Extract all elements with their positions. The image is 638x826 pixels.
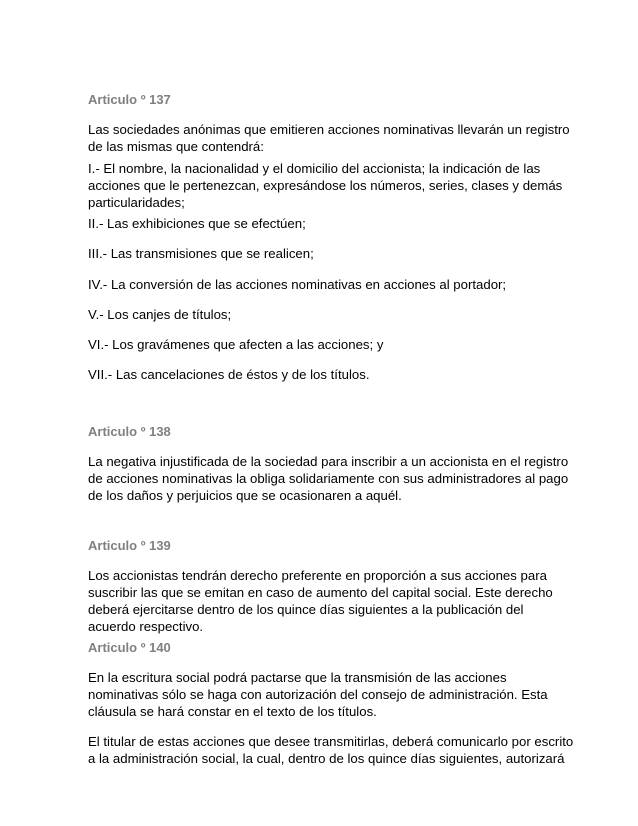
text-line: Las sociedades anónimas que emitieren acciones nominativas llevarán un registro (88, 122, 570, 137)
text-line: VII.- Las cancelaciones de éstos y de los títulos. (88, 367, 370, 382)
text-line: VI.- Los gravámenes que afecten a las acciones; y (88, 337, 384, 352)
article-137-paragraph-5 (88, 276, 558, 293)
text-line: nominativas sólo se haga con autorización del consejo de administración. Esta (88, 687, 548, 702)
article-138-heading: Articulo º 138 (88, 424, 171, 439)
text-line: de acciones nominativas la obliga solidariamente con sus administradores al pago (88, 471, 569, 486)
text-line: V.- Los canjes de títulos; (88, 307, 232, 322)
article-137-paragraph-7 (88, 336, 558, 353)
text-line: I.- El nombre, la nacionalidad y el domicilio del accionista; la indicación de las (88, 161, 541, 176)
text-line: IV.- La conversión de las acciones nominativas en acciones al portador; (88, 277, 507, 292)
article-137-paragraph-4 (88, 245, 558, 262)
text-line: de los daños y perjuicios que se ocasionaren a aquél. (88, 488, 402, 503)
article-137-paragraph-6 (88, 306, 558, 323)
text-line: deberá ejercitarse dentro de los quince días siguientes a la publicación del (88, 602, 524, 617)
article-140-paragraph-1 (88, 669, 558, 720)
text-line: La negativa injustificada de la sociedad para inscribir a un accionista en el registro (88, 454, 569, 469)
text-line: En la escritura social podrá pactarse que la transmisión de las acciones (88, 670, 507, 685)
article-139-heading: Articulo º 139 (88, 538, 171, 553)
article-139-paragraph-1 (88, 567, 558, 635)
text-line: II.- Las exhibiciones que se efectúen; (88, 216, 306, 231)
article-137-heading: Articulo º 137 (88, 92, 171, 107)
article-137-paragraph-1 (88, 121, 570, 155)
article-137-paragraph-3 (88, 215, 558, 232)
text-line: acciones que le pertenezcan, expresándose los números, series, clases y demás (88, 178, 563, 193)
text-line: El titular de estas acciones que desee transmitirlas, deberá comunicarlo por escrito (88, 734, 574, 749)
text-line: de las mismas que contendrá: (88, 139, 264, 154)
text-line: III.- Las transmisiones que se realicen; (88, 246, 314, 261)
text-line: particularidades; (88, 195, 185, 210)
article-137-paragraph-8 (88, 366, 558, 383)
text-line: cláusula se hará constar en el texto de los títulos. (88, 704, 377, 719)
text-line: a la administración social, la cual, dentro de los quince días siguientes, autorizará (88, 751, 565, 766)
text-line: acuerdo respectivo. (88, 619, 204, 634)
text-line: suscribir las que se emitan en caso de aumento del capital social. Este derecho (88, 585, 553, 600)
article-140-paragraph-2 (88, 733, 574, 767)
article-140-heading: Articulo º 140 (88, 640, 171, 655)
article-137-paragraph-2 (88, 160, 563, 211)
text-line: Los accionistas tendrán derecho preferente en proporción a sus acciones para (88, 568, 547, 583)
article-138-paragraph-1 (88, 453, 569, 504)
